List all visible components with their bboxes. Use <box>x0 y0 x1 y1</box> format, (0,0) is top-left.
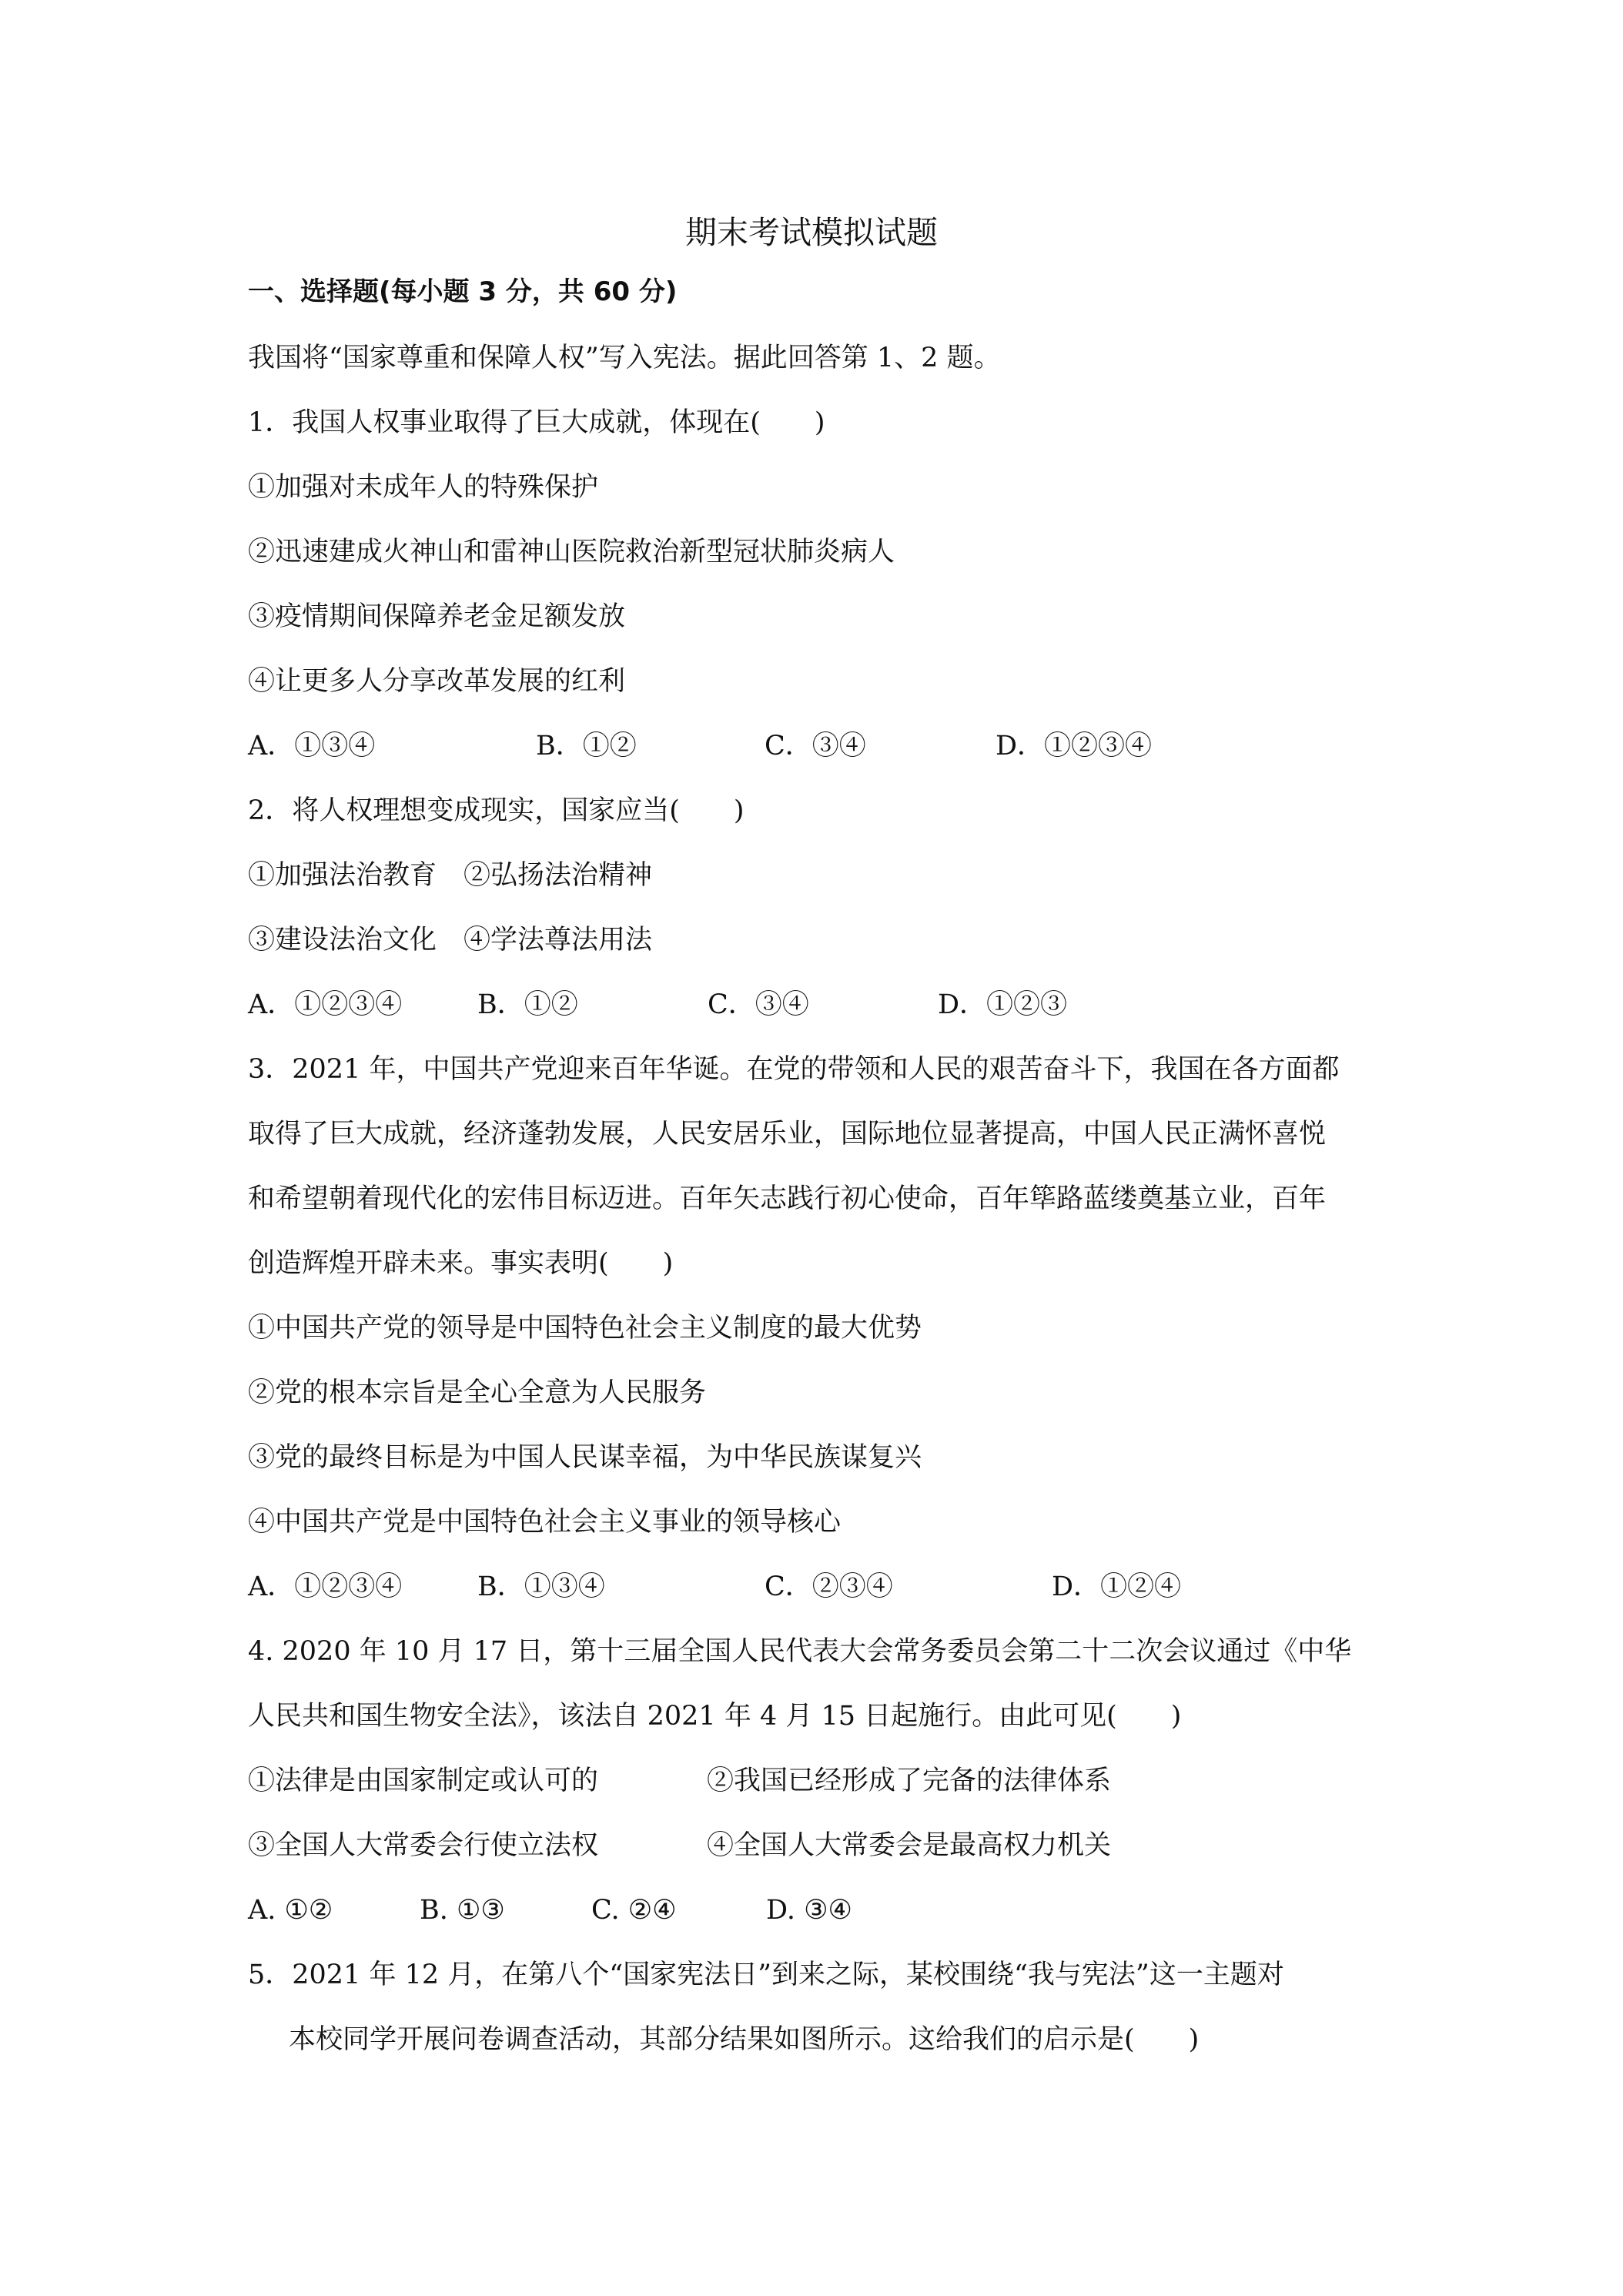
q3-stem-line: 创造辉煌开辟未来。事实表明( ) <box>248 1248 674 1279</box>
q4-item: ②我国已经形成了完备的法律体系 <box>707 1766 1112 1796</box>
q2-option-d[interactable]: D．①②③ <box>938 989 1068 1020</box>
q3-option-d[interactable]: D．①②④ <box>1052 1571 1182 1602</box>
q1-item: ②迅速建成火神山和雷神山医院救治新型冠状肺炎病人 <box>248 537 895 567</box>
q4-stem-line: 4. 2020 年 10 月 17 日，第十三届全国人民代表大会常务委员会第二十二次会议通过《中华 <box>248 1636 1352 1667</box>
q3-item: ④中国共产党是中国特色社会主义事业的领导核心 <box>248 1507 842 1538</box>
q2-option-a[interactable]: A．①②③④ <box>248 989 403 1020</box>
q4-item: ①法律是由国家制定或认可的 <box>248 1766 599 1796</box>
q1-option-b[interactable]: B．①② <box>536 731 637 761</box>
q5-stem-line: 5．2021 年 12 月，在第八个“国家宪法日”到来之际，某校围绕“我与宪法”这一主题对 <box>248 1960 1284 1990</box>
q4-stem-line: 人民共和国生物安全法》，该法自 2021 年 4 月 15 日起施行。由此可见( ) <box>248 1701 1182 1732</box>
q5-stem-line: 本校同学开展问卷调查活动，其部分结果如图所示。这给我们的启示是( ) <box>289 2024 1200 2055</box>
q3-item: ③党的最终目标是为中国人民谋幸福，为中华民族谋复兴 <box>248 1442 922 1473</box>
q1-item: ①加强对未成年人的特殊保护 <box>248 472 599 503</box>
q2-items-line: ①加强法治教育 ②弘扬法治精神 <box>248 860 653 891</box>
intro-text: 我国将“国家尊重和保障人权”写入宪法。据此回答第 1、2 题。 <box>248 343 1001 373</box>
q3-stem-line: 3．2021 年，中国共产党迎来百年华诞。在党的带领和人民的艰苦奋斗下，我国在各方面都 <box>248 1054 1340 1085</box>
section-heading: 一、选择题(每小题 3 分，共 60 分) <box>248 276 678 307</box>
q4-item: ④全国人大常委会是最高权力机关 <box>707 1830 1112 1861</box>
q4-option-a[interactable]: A. ①② <box>248 1895 333 1926</box>
q2-stem: 2．将人权理想变成现实，国家应当( ) <box>248 795 745 826</box>
q1-item: ④让更多人分享改革发展的红利 <box>248 666 626 697</box>
q3-stem-line: 取得了巨大成就，经济蓬勃发展，人民安居乐业，国际地位显著提高，中国人民正满怀喜悦 <box>248 1119 1327 1150</box>
q4-option-b[interactable]: B. ①③ <box>420 1895 505 1926</box>
q3-option-b[interactable]: B．①③④ <box>477 1571 605 1602</box>
page-title: 期末考试模拟试题 <box>685 214 938 251</box>
q3-item: ①中国共产党的领导是中国特色社会主义制度的最大优势 <box>248 1313 922 1344</box>
q1-option-a[interactable]: A．①③④ <box>248 731 376 761</box>
q1-item: ③疫情期间保障养老金足额发放 <box>248 601 626 632</box>
q3-stem-line: 和希望朝着现代化的宏伟目标迈进。百年矢志践行初心使命，百年筚路蓝缕奠基立业，百年 <box>248 1183 1327 1214</box>
q1-option-c[interactable]: C．③④ <box>765 731 866 761</box>
q4-option-c[interactable]: C. ②④ <box>591 1895 677 1926</box>
q3-option-a[interactable]: A．①②③④ <box>248 1571 403 1602</box>
q3-option-c[interactable]: C．②③④ <box>765 1571 893 1602</box>
q1-stem: 1．我国人权事业取得了巨大成就，体现在( ) <box>248 407 825 438</box>
q1-option-d[interactable]: D．①②③④ <box>996 731 1153 761</box>
q2-option-b[interactable]: B．①② <box>477 989 578 1020</box>
q3-item: ②党的根本宗旨是全心全意为人民服务 <box>248 1377 707 1408</box>
q2-option-c[interactable]: C．③④ <box>708 989 809 1020</box>
q4-option-d[interactable]: D. ③④ <box>766 1895 852 1926</box>
q2-items-line: ③建设法治文化 ④学法尊法用法 <box>248 925 653 956</box>
q4-item: ③全国人大常委会行使立法权 <box>248 1830 599 1861</box>
